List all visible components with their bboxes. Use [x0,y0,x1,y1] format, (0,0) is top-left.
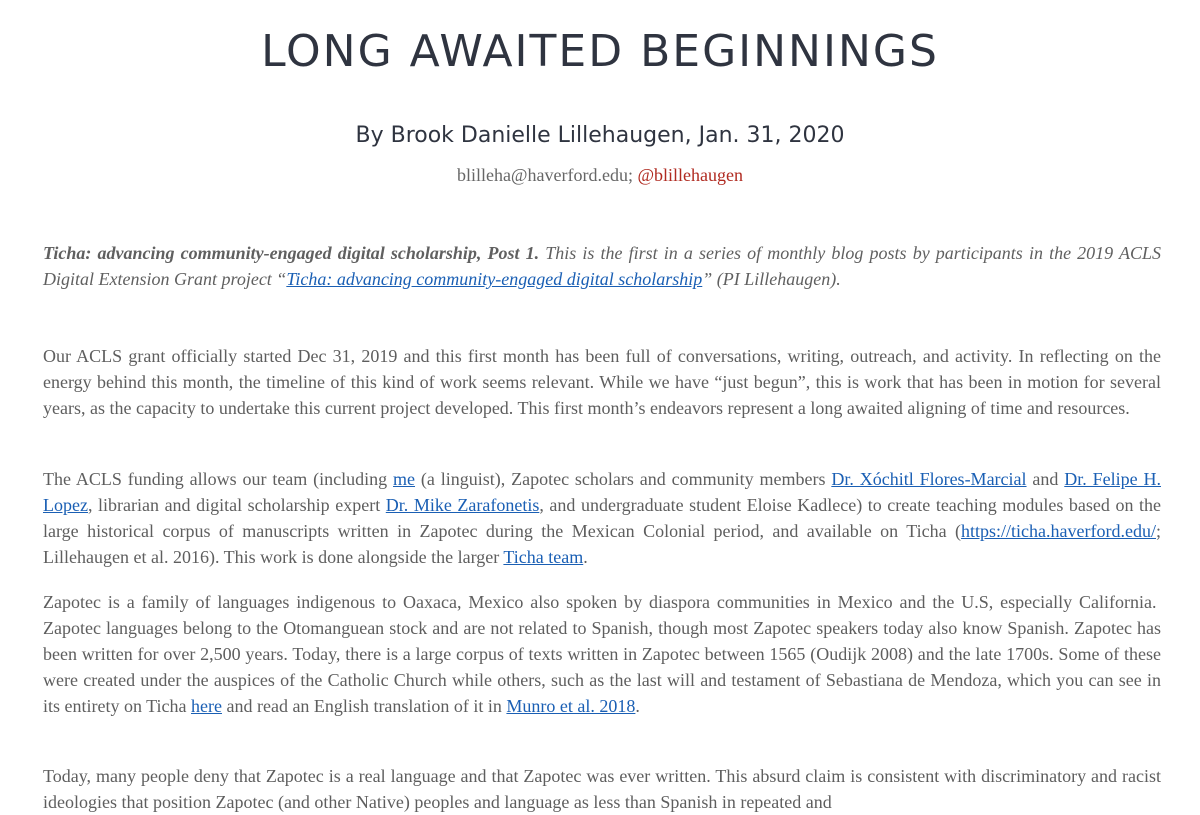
link-lopez[interactable]: Dr. Felipe H. Lopez [43,469,1161,515]
series-intro-lead: Ticha: advancing community-engaged digital scholarship, Post 1. [43,243,540,263]
author-contact [0,162,1200,188]
paragraph-text: , librarian and digital scholarship expert [87,495,386,515]
paragraph-text: The ACLS funding allows our team (including [43,469,394,489]
paragraph-text: . [583,547,588,567]
paragraph-text: . [635,696,640,716]
project-link[interactable]: Ticha: advancing community-engaged digital scholarship [286,269,703,289]
paragraph-text: (a linguist), Zapotec scholars and community members [415,469,832,489]
paragraph-text: and [1026,469,1065,489]
link-ticha-site[interactable]: https://ticha.haverford.edu/ [961,521,1156,541]
paragraph-team [43,466,1161,570]
paragraph-text: ; Lillehaugen et al. 2016). This work is done alongside the larger [43,521,1161,567]
link-flores-marcial[interactable]: Dr. Xóchitl Flores-Marcial [831,469,1027,489]
link-munro[interactable]: Munro et al. 2018 [506,696,636,716]
series-intro-text-end: ” (PI Lillehaugen). [702,269,841,289]
paragraph-text: , and undergraduate student Eloise Kadlece) to create teaching modules based on the large historical corpus of manuscripts written in Zapotec during the Mexican Colonial period, and available on Ticha ( [43,495,1161,541]
page-title: LONG AWAITED BEGINNINGS [261,26,939,77]
link-zarafonetis[interactable]: Dr. Mike Zarafonetis [385,495,540,515]
author-byline: By Brook Danielle Lillehaugen, Jan. 31, 2020 [355,123,845,148]
paragraph-denial: Today, many people deny that Zapotec is a real language and that Zapotec was ever written. This absurd claim is consistent with discriminatory and racist ideologies that position Zapotec (and other Native) peoples and language as less than Spanish in repeated and [43,766,1161,812]
link-here[interactable]: here [191,696,222,716]
series-intro-text: This is the first in a series of monthly blog posts by participants in the 2019 ACLS Digital Extension Grant project “ [43,243,1162,289]
link-me[interactable]: me [393,469,416,489]
link-ticha-team[interactable]: Ticha team [503,547,584,567]
twitter-handle-link[interactable]: @blillehaugen [637,165,744,185]
paragraph-text: Zapotec is a family of languages indigenous to Oaxaca, Mexico also spoken by diaspora communities in Mexico and the U.S, especially California. Zapotec languages belong to the Otomanguean stock and are not related to Spanish, though most Zapotec speakers today also know Spanish. Zapotec has been written for over 2,500 years. Today, there is a large corpus of texts written in Zapotec between 1565 (Oudijk 2008) and the late 1700s. Some of these were created under the auspices of the Catholic Church while others, such as the last will and testament of Sebastiana de Mendoza, which you can see in its entirety on Ticha [43,592,1161,716]
paragraph-zapotec [43,589,1161,719]
paragraph-grant-start: Our ACLS grant officially started Dec 31, 2019 and this first month has been full of conversations, writing, outreach, and activity. In reflecting on the energy behind this month, the timeline of this kind of work seems relevant. While we have “just begun”, this is work that has been in motion for several years, as the capacity to undertake this current project developed. This first month’s endeavors represent a long awaited aligning of time and resources. [43,346,1161,418]
paragraph-text: and read an English translation of it in [221,696,507,716]
series-intro [43,240,1161,292]
author-email: blilleha@haverford.edu; [456,165,633,185]
